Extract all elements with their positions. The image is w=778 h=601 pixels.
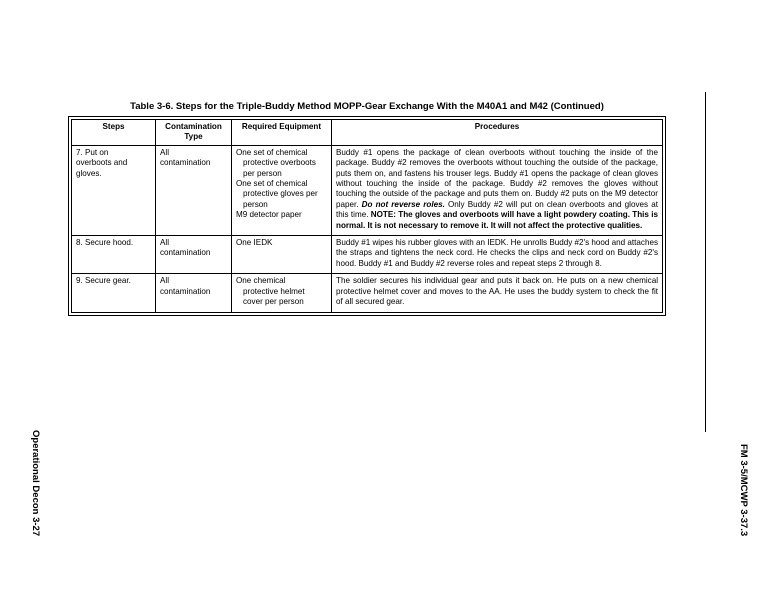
cell-step: 8. Secure hood.: [72, 236, 156, 274]
cell-required-equipment: One chemical protective helmet cover per person: [232, 274, 332, 312]
cell-procedures: Buddy #1 wipes his rubber gloves with an IEDK. He unrolls Buddy #2's hood and attaches the straps and tightens the neck cord. He checks the clips and neck cord on Buddy #2's hood. Buddy #1 and Buddy #2 reverse roles and repeat steps 2 through 8.: [332, 236, 663, 274]
cell-procedures: The soldier secures his individual gear and puts it back on. He puts on a new chemical protective helmet cover and moves to the AA. He uses the buddy system to check the fit of all secured gear.: [332, 274, 663, 312]
cell-required-equipment: One set of chemical protective overboots per person One set of chemical protective gloves per person M9 detector paper: [232, 145, 332, 235]
cell-contamination-type: All contamination: [156, 274, 232, 312]
page-header-right: FM 3-5/MCWP 3-37.3: [738, 444, 749, 537]
cell-step: 9. Secure gear.: [72, 274, 156, 312]
cell-contamination-type: All contamination: [156, 236, 232, 274]
note-text: NOTE: The gloves and overboots will have a light powdery coating. This is normal. It is not necessary to remove it. It will not affect the protective qualities.: [336, 210, 658, 230]
cell-step: 7. Put on overboots and gloves.: [72, 145, 156, 235]
emphasis-text: Do not reverse roles.: [361, 199, 445, 209]
table-row: [72, 236, 663, 274]
procedures-table: [71, 119, 663, 313]
cell-required-equipment: One IEDK: [232, 236, 332, 274]
cell-procedures: Buddy #1 opens the package of clean overboots without touching the inside of the package. Buddy #2 removes the overboots without touching the outside of the package, puts them on, and fastens his trouser legs. Buddy #1 opens the package of clean gloves without touching the inside of the package. Buddy #2 removes the gloves without touching the outside of the package and puts them on. Buddy #2 puts on the M9 detector paper. Do not reverse roles. Only Buddy #2 will put on clean overboots and gloves at this time. NOTE: The gloves and overboots will have a light powdery coating. This is normal. It is not necessary to remove it. It will not affect the protective qualities.: [332, 145, 663, 235]
table-body: [72, 145, 663, 312]
cell-contamination-type: All contamination: [156, 145, 232, 235]
header-procedures: Procedures: [332, 120, 663, 146]
margin-rule: [705, 92, 706, 432]
header-contamination-type: Contamination Type: [156, 120, 232, 146]
table-row: [72, 274, 663, 312]
table-title: Table 3-6. Steps for the Triple-Buddy Method MOPP-Gear Exchange With the M40A1 and M42 (Continued): [130, 101, 604, 112]
table-frame: [68, 116, 666, 316]
header-required-equipment: Required Equipment: [232, 120, 332, 146]
table-row: [72, 145, 663, 235]
table-header-row: [72, 120, 663, 146]
header-steps: Steps: [72, 120, 156, 146]
page-footer-left: Operational Decon 3-27: [30, 430, 41, 537]
